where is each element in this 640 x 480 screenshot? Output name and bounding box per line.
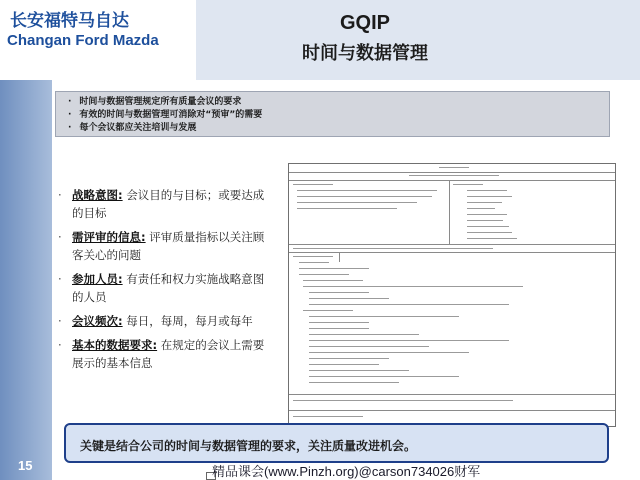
bullet-dot-icon: · [58,338,62,352]
bullet-dot-icon: · [58,230,62,244]
bullet-key: 参加人员: [72,272,123,286]
brand-name-cn: 长安福特马自达 [10,11,129,31]
bullet-dot-icon: · [58,188,62,202]
brand-name-en: Changan Ford Mazda [7,32,159,49]
summary-line: · 时间与数据管理规定所有质量会议的要求 [68,96,609,109]
bullet-item [58,228,266,264]
bullet-text: 在规定的会议上需要展示的基本信息 [72,338,265,370]
bullet-key: 战略意图: [72,188,123,202]
key-message-text: 关键是结合公司的时间与数据管理的要求，关注质量改进机会。 [80,439,417,453]
watermark-text: 精品课会(www.Pinzh.org)@carson734026财军 [212,464,481,479]
bullet-key: 基本的数据要求: [72,338,158,352]
slide-title-block [250,12,480,65]
bullet-text: 有责任和权力实施战略意图的人员 [72,272,265,304]
bullet-text: 每日，每周，每月或每年 [126,314,253,328]
bullet-item [58,312,266,330]
bullet-item [58,270,266,306]
bullet-item [58,336,266,372]
bullet-key: 需评审的信息: [72,230,146,244]
key-message-box [64,423,609,463]
side-accent-bar [0,80,52,480]
bullet-text: 会议目的与目标；或要达成的目标 [72,188,265,220]
page-number: 15 [18,458,33,473]
bullet-key: 会议频次: [72,314,123,328]
bullet-dot-icon: · [58,314,62,328]
bullet-item [58,186,266,222]
summary-line: · 每个会议都应关注培训与发展 [68,122,609,135]
brand-area [0,0,196,80]
slide-title: GQIP [339,12,390,34]
bullet-list [58,186,266,378]
bullet-dot-icon: · [58,272,62,286]
slide-subtitle: 时间与数据管理 [302,43,428,64]
form-thumbnail-image [288,163,616,427]
bullet-text: 评审质量指标以关注顾客关心的问题 [72,230,265,262]
summary-box [55,91,610,137]
summary-line: · 有效的时间与数据管理可消除对“预审”的需要 [68,109,609,122]
